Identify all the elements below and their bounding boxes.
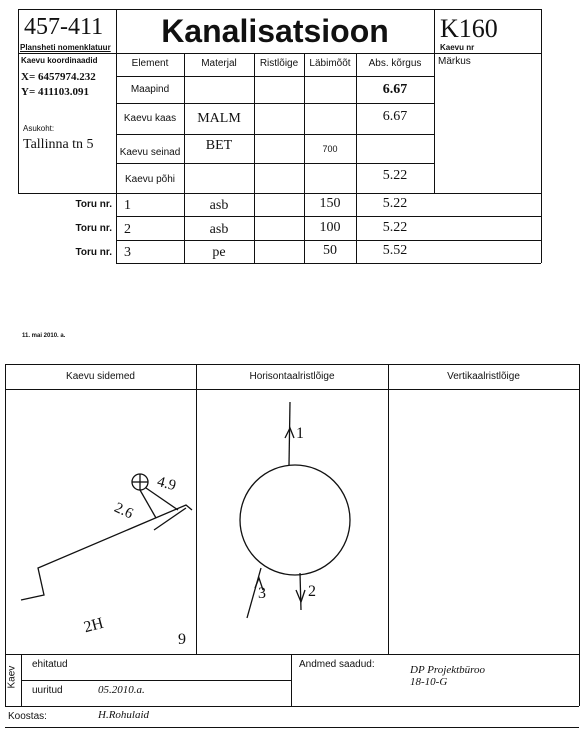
panel-title-ties: Kaevu sidemed <box>66 371 135 382</box>
footer-bottom <box>5 706 579 707</box>
coordinate-y: Y= 411103.091 <box>21 86 89 98</box>
row-element: Maapind <box>130 84 170 95</box>
compiled-label: Koostas: <box>8 711 47 722</box>
pipe-row-label: Toru nr. <box>75 247 112 258</box>
pipe-height: 5.52 <box>382 243 408 258</box>
pipe-height: 5.22 <box>382 196 408 211</box>
pipe-2-line <box>300 573 301 610</box>
sheet-cell-bottom <box>18 53 116 54</box>
row-material: MALM <box>197 111 241 126</box>
coordinate-x: X= 6457974.232 <box>21 71 96 83</box>
date-stamp: 11. mai 2010. a. <box>22 333 66 339</box>
col-header-cross: Ristlõige <box>259 58 299 69</box>
pipe-material: asb <box>209 222 229 237</box>
well-cell-bottom <box>434 53 541 54</box>
pipe-3-label: 3 <box>258 585 266 602</box>
well-number-label: Kaevu nr <box>440 43 475 52</box>
pipe1-bottom <box>116 216 541 217</box>
pipe-number: 2 <box>124 222 131 237</box>
tie-line-a <box>140 490 156 518</box>
row1-bottom <box>116 103 434 104</box>
row-height: 5.22 <box>382 168 408 183</box>
row3-bottom <box>116 163 434 164</box>
pipe-number: 1 <box>124 198 131 213</box>
sheet-number: 457-411 <box>24 14 104 40</box>
title-bottom <box>116 53 434 54</box>
row-diameter: 700 <box>322 144 338 154</box>
surveyed-label: uuritud <box>32 685 63 696</box>
data-source-label: Andmed saadud: <box>299 659 375 670</box>
pipe2-bottom <box>116 240 541 241</box>
coordinates-label: Kaevu koordinaadid <box>21 56 98 65</box>
pipe-2-label: 2 <box>308 583 316 600</box>
panel-title-horizontal: Horisontaalristlõige <box>249 371 335 382</box>
row-element: Kaevu põhi <box>124 174 176 185</box>
panels-bottom <box>5 654 579 655</box>
house-label: 2H <box>82 614 106 637</box>
tie-distance-b: 2.6 <box>111 499 136 523</box>
pipe-diameter: 150 <box>319 196 341 211</box>
pipe-height: 5.22 <box>382 220 408 235</box>
horizontal-section-sketch <box>197 390 387 654</box>
building-outline <box>21 505 192 600</box>
compiled-value: H.Rohulaid <box>98 709 150 721</box>
surveyed-value: 05.2010.a. <box>98 684 145 696</box>
row-height: 6.67 <box>382 109 408 124</box>
panel-title-vertical: Vertikaalristlõige <box>447 371 520 382</box>
row-material: BET <box>205 138 233 153</box>
house-number: 9 <box>178 631 186 648</box>
data-source-value: DP Projektbüroo <box>410 664 486 676</box>
panels-top <box>5 364 579 365</box>
pipe-number: 3 <box>124 245 131 260</box>
pipe-1-line <box>289 402 290 465</box>
tie-distance-a: 4.9 <box>155 473 178 495</box>
row-element: Kaevu seinad <box>119 147 181 158</box>
row2-bottom <box>116 134 434 135</box>
footer-mid-sep <box>291 654 292 706</box>
well-number: K160 <box>440 14 498 43</box>
row-height: 6.67 <box>382 82 408 97</box>
frame-right <box>541 9 542 263</box>
remarks-label: Märkus <box>438 56 471 67</box>
compiled-bottom <box>5 727 579 728</box>
well-circle <box>240 465 350 575</box>
col-header-height: Abs. kõrgus <box>368 58 422 69</box>
page-title: Kanalisatsioon <box>161 13 389 49</box>
col-sep-2 <box>254 53 255 263</box>
col-header-diameter: Läbimõõt <box>309 58 351 69</box>
row4-bottom <box>116 193 541 194</box>
panel-sep-2 <box>388 364 389 654</box>
pipe-1-label: 1 <box>296 425 304 442</box>
built-label: ehitatud <box>32 659 68 670</box>
table-header-bottom <box>116 76 434 77</box>
pipe-row-label: Toru nr. <box>75 199 112 210</box>
frame-left-bottom <box>18 193 116 194</box>
frame-left <box>18 9 19 193</box>
col-header-element: Element <box>131 58 169 69</box>
pipe-row-label: Toru nr. <box>75 223 112 234</box>
col-sep-well <box>434 9 435 193</box>
pipe-diameter: 50 <box>323 243 337 258</box>
footer-row-sep <box>21 680 291 681</box>
location-value: Tallinna tn 5 <box>23 137 94 152</box>
footer-side-label: Kaev <box>6 665 18 689</box>
col-header-material: Materjal <box>201 58 237 69</box>
data-source-code: 18-10-G <box>410 676 448 688</box>
pipe-material: pe <box>212 245 226 260</box>
pipe-material: asb <box>209 198 229 213</box>
row-element: Kaevu kaas <box>123 113 177 124</box>
panels-right <box>579 364 580 706</box>
sheet-number-label: Plansheti nomenklatuur <box>20 43 111 52</box>
location-label: Asukoht: <box>23 124 55 133</box>
pipe-diameter: 100 <box>319 220 341 235</box>
pipe3-bottom <box>116 263 541 264</box>
